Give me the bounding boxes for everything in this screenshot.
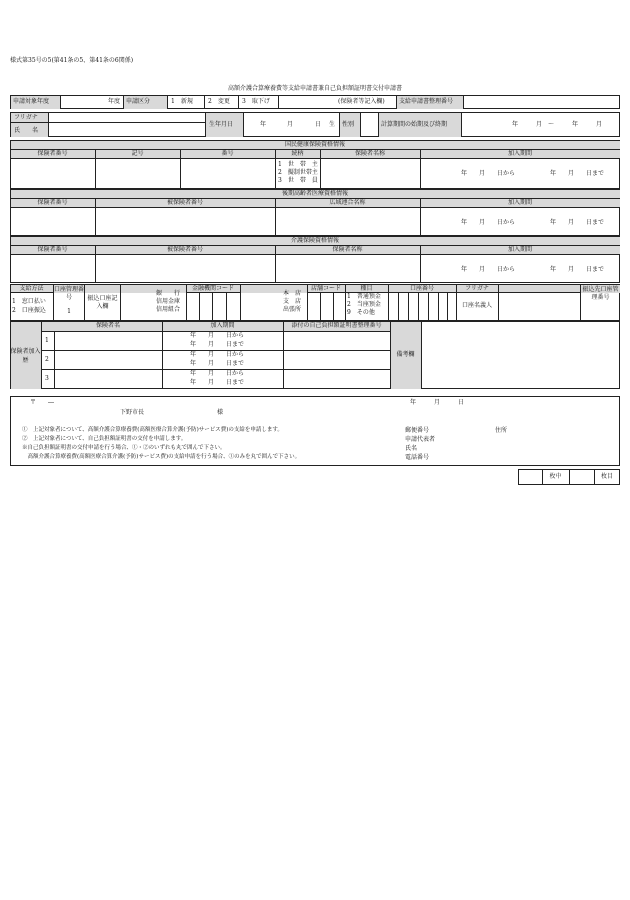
phone-label: 電話番号 — [405, 454, 430, 461]
history-col-cert-no: 添付の自己負担額証明書整理番号 — [291, 322, 382, 329]
applicant-year-label: 申請対象年度 — [13, 98, 50, 105]
dob-birth-suffix: 生 — [329, 121, 336, 128]
declaration-line-2[interactable]: ② 上記対象者について、自己負担額証明書の交付を申請します。 — [22, 436, 187, 442]
nhi-period-to[interactable]: 年 月 日まで — [550, 170, 605, 177]
history-row-3-to[interactable]: 年 月 日まで — [190, 379, 245, 386]
history-row-2-from[interactable]: 年 月 日から — [190, 351, 245, 358]
declaration-note-1: ※自己負担額証明書の交付申請を行う場合、①・②のいずれも丸で囲んで下さい。 — [22, 445, 226, 451]
mayor-honorific: 様 — [217, 409, 224, 416]
nhi-period-from[interactable]: 年 月 日から — [461, 170, 516, 177]
insurer-use-note: (保険者等記入欄) — [338, 98, 385, 105]
branch-code-label: 店舗コード — [310, 285, 341, 292]
care-period-to[interactable]: 年 月 日まで — [550, 266, 605, 273]
page-total-label: 枚中 — [549, 473, 562, 480]
dob-year-unit: 年 — [260, 121, 267, 128]
nhi-col-relation: 続柄 — [291, 150, 304, 157]
care-period-from[interactable]: 年 月 日から — [461, 266, 516, 273]
bank-type-shinkumi[interactable]: 信用組合 — [156, 306, 181, 313]
address-label: 住所 — [495, 427, 508, 434]
postal-number-label: 郵便番号 — [405, 427, 430, 434]
bank-type-shinkin[interactable]: 信用金庫 — [156, 298, 181, 305]
postal-mark[interactable]: 〒 ― — [30, 399, 55, 406]
mayor-name: 下野市長 — [120, 409, 145, 416]
furigana-input[interactable] — [49, 113, 204, 122]
page-total-input[interactable] — [519, 470, 541, 484]
nhi-insurer-name-input[interactable] — [321, 159, 419, 188]
declaration-line-1[interactable]: ① 上記対象者について、高額介護合算療養費(高額医療合算介護(予防)サービス費)の支給を申請します。 — [22, 427, 283, 433]
bank-type-bank[interactable]: 銀 行 — [156, 290, 181, 297]
holder-furigana-input[interactable] — [499, 285, 579, 292]
account-kind-label: 種目 — [360, 285, 373, 292]
remarks-input[interactable] — [422, 322, 619, 388]
acct-mgmt-value[interactable]: 1 — [67, 308, 71, 315]
history-row-1-number: 1 — [45, 337, 49, 344]
elderly-col-insured-no: 被保険者番号 — [166, 199, 203, 206]
payment-method-label: 支給方法 — [19, 285, 44, 292]
branch-code-input[interactable] — [308, 293, 344, 320]
nhi-section-title: 国民健康保険資格情報 — [284, 141, 345, 148]
category-label: 申請区分 — [126, 98, 151, 105]
care-col-period: 加入期間 — [507, 246, 532, 253]
declaration-note-2: 高額介護合算療養費(高額医療合算介護(予防)サービス費)の支給申請を行う場合、①のみを丸で囲んで下さい。 — [22, 454, 301, 460]
care-insurer-no-input[interactable] — [11, 255, 94, 282]
branch-type-office[interactable]: 出張所 — [283, 306, 302, 313]
elderly-insured-no-input[interactable] — [96, 208, 274, 235]
account-number-label: 口座番号 — [409, 285, 434, 292]
history-row-3-cert-input[interactable] — [284, 370, 389, 388]
care-insurer-name-input[interactable] — [276, 255, 419, 282]
history-row-2-to[interactable]: 年 月 日まで — [190, 360, 245, 367]
care-col-insured-no: 被保険者番号 — [166, 246, 203, 253]
holder-furigana-label: フリガナ — [465, 285, 489, 292]
acct-mgmt-label: 口座管理番号 — [54, 286, 85, 301]
applicant-year-input[interactable]: 年度 — [108, 98, 121, 105]
history-row-3-from[interactable]: 年 月 日から — [190, 370, 245, 377]
payment-app-number-input[interactable] — [464, 96, 619, 108]
fin-code-input[interactable] — [187, 293, 239, 320]
payment-method-transfer[interactable]: 2 口座振込 — [12, 307, 46, 314]
history-col-period: 加入期間 — [210, 322, 235, 329]
nhi-col-insurer-name: 保険者名称 — [354, 150, 385, 157]
care-col-insurer-no: 保険者番号 — [37, 246, 68, 253]
dob-day-unit: 日 — [315, 121, 322, 128]
nhi-relation-option-1[interactable]: 1 世 帯 主 — [278, 161, 318, 168]
category-withdraw-option[interactable]: 3 取下げ — [242, 98, 270, 105]
nhi-relation-option-2[interactable]: 2 擬制世帯主 — [278, 169, 318, 176]
history-row-1-cert-input[interactable] — [284, 332, 389, 349]
history-row-3-insurer-input[interactable] — [55, 370, 161, 388]
account-kind-ordinary[interactable]: 1 普通預金 — [347, 293, 381, 300]
care-insured-no-input[interactable] — [96, 255, 274, 282]
representative-label: 申請代表者 — [405, 436, 436, 443]
holder-name-label: 口座名義人 — [461, 302, 492, 309]
elderly-section-title: 後期高齢者医療資格情報 — [281, 190, 348, 197]
nhi-col-period: 加入期間 — [507, 150, 532, 157]
elderly-period-from[interactable]: 年 月 日から — [461, 219, 516, 226]
elderly-col-insurer-no: 保険者番号 — [37, 199, 68, 206]
form-title: 高額介護合算療養費等支給申請書兼自己負担額証明書交付申請書 — [227, 85, 402, 92]
page-number-input[interactable] — [570, 470, 593, 484]
history-row-2-number: 2 — [45, 356, 49, 363]
history-row-2-insurer-input[interactable] — [55, 351, 161, 368]
payment-app-number-label: 支給申請書整理番号 — [399, 98, 454, 105]
remarks-label: 備考欄 — [396, 351, 415, 358]
nhi-relation-option-3[interactable]: 3 世 帯 員 — [278, 177, 318, 184]
dob-month-unit: 月 — [287, 121, 294, 128]
page-number-label: 枚目 — [600, 473, 613, 480]
history-col-insurer-name: 保険者名 — [95, 322, 120, 329]
elderly-col-period: 加入期間 — [507, 199, 532, 206]
elderly-insurer-no-input[interactable] — [11, 208, 94, 235]
branch-type-head[interactable]: 本 店 — [283, 290, 302, 297]
category-new-option[interactable]: 1 新規 — [171, 98, 193, 105]
dest-mgmt-label: 振込先口座管理番号 — [582, 286, 619, 301]
fin-code-label: 金融機関コード — [191, 285, 234, 292]
representative-name-label: 氏名 — [405, 445, 418, 452]
history-row-label: 保険者加入歴 — [10, 348, 41, 364]
sex-label: 性別 — [342, 121, 355, 128]
account-number-input[interactable] — [389, 293, 455, 320]
category-change-option[interactable]: 2 変更 — [208, 98, 230, 105]
account-kind-other[interactable]: 9 その他 — [347, 309, 375, 316]
history-row-1-insurer-input[interactable] — [55, 332, 161, 349]
period-label: 計算期間の始期及び終期 — [381, 121, 448, 128]
nhi-symbol-input[interactable] — [96, 159, 179, 188]
nhi-col-symbol: 記号 — [131, 150, 144, 157]
elderly-union-name-input[interactable] — [276, 208, 419, 235]
payment-method-window[interactable]: 1 窓口払い — [12, 298, 46, 305]
nhi-insurer-no-input[interactable] — [11, 159, 94, 188]
name-input[interactable] — [49, 123, 204, 136]
transfer-account-label: 振込口座記入欄 — [87, 295, 118, 310]
nhi-col-insurer-no: 保険者番号 — [37, 150, 68, 157]
nhi-col-number: 番号 — [221, 150, 234, 157]
elderly-period-to[interactable]: 年 月 日まで — [550, 219, 605, 226]
history-row-2-cert-input[interactable] — [284, 351, 389, 368]
nhi-number-input[interactable] — [181, 159, 274, 188]
care-col-insurer-name: 保険者名称 — [332, 246, 363, 253]
account-kind-current[interactable]: 2 当座預金 — [347, 301, 381, 308]
dob-label: 生年月日 — [209, 121, 234, 128]
care-section-title: 介護保険資格情報 — [290, 237, 339, 244]
elderly-col-union-name: 広域連合名称 — [329, 199, 366, 206]
holder-name-input[interactable] — [499, 293, 579, 320]
history-row-1-from[interactable]: 年 月 日から — [190, 332, 245, 339]
sex-input[interactable] — [361, 113, 378, 136]
name-label: 氏 名 — [14, 127, 39, 134]
furigana-label: フリガナ — [14, 114, 38, 121]
form-reference: 様式第35号の5(第41条の5、第41条の6関係) — [10, 57, 134, 64]
history-row-1-to[interactable]: 年 月 日まで — [190, 341, 245, 348]
period-input[interactable]: 年 月 〜 年 月 — [512, 121, 603, 128]
application-date[interactable]: 年 月 日 — [410, 399, 465, 406]
history-row-3-number: 3 — [45, 375, 49, 382]
branch-type-branch[interactable]: 支 店 — [283, 298, 302, 305]
